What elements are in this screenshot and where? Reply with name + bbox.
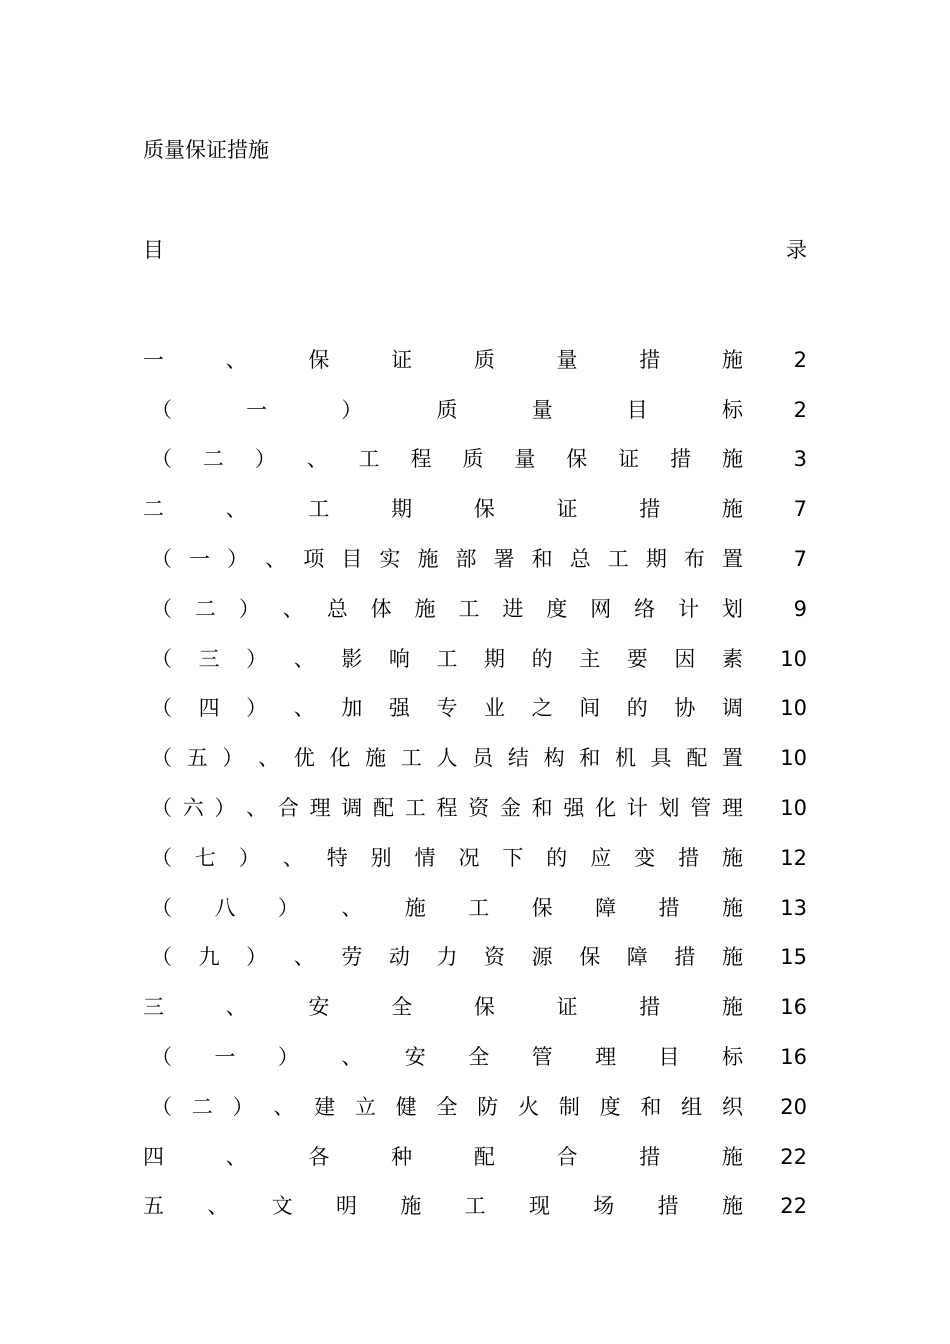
toc-entry-text: （ 二 ） 、 工 程 质 量 保 证 措 施 xyxy=(151,447,743,472)
toc-entry-page: 2 xyxy=(793,397,807,422)
toc-entry-text: 二 、 工 期 保 证 措 施 xyxy=(143,497,743,522)
toc-entry-text: （ 一 ） 质 量 目 标 xyxy=(151,397,743,422)
toc-entry-page: 2 xyxy=(793,347,807,372)
toc-entry-page: 7 xyxy=(793,497,807,522)
toc-entry-text: 一 、 保 证 质 量 措 施 xyxy=(143,347,743,372)
toc-entry[interactable] xyxy=(143,833,807,883)
toc-entry-text: （ 二 ） 、 总 体 施 工 进 度 网 络 计 划 xyxy=(151,596,743,621)
toc-entry[interactable] xyxy=(143,335,807,385)
toc-entry-page: 7 xyxy=(793,547,807,572)
toc-entry[interactable] xyxy=(143,1132,807,1182)
toc-entry[interactable] xyxy=(143,1032,807,1082)
toc-entry-text: （ 八 ） 、 施 工 保 障 措 施 xyxy=(151,895,743,920)
toc-entry-text: （ 六 ） 、 合 理 调 配 工 程 资 金 和 强 化 计 划 管 理 xyxy=(151,796,743,821)
toc-entry-text: （ 一 ） 、 安 全 管 理 目 标 xyxy=(151,1045,743,1070)
toc-entry[interactable] xyxy=(143,484,807,534)
toc-entry-text: （ 二 ） 、 建 立 健 全 防 火 制 度 和 组 织 xyxy=(151,1094,743,1119)
toc-entry-page: 22 xyxy=(780,1194,807,1219)
toc-entry[interactable] xyxy=(143,435,807,485)
document-title: 质量保证措施 xyxy=(143,138,269,162)
toc-entry[interactable] xyxy=(143,1182,807,1232)
toc-entry-page: 20 xyxy=(780,1094,807,1119)
toc-entry-text: （ 一 ） 、 项 目 实 施 部 署 和 总 工 期 布 置 xyxy=(151,547,743,572)
toc-entry[interactable] xyxy=(143,534,807,584)
toc-entry-text: （ 七 ） 、 特 别 情 况 下 的 应 变 措 施 xyxy=(151,845,743,870)
toc-entry-text: 四 、 各 种 配 合 措 施 xyxy=(143,1144,743,1169)
toc-entry[interactable] xyxy=(143,982,807,1032)
table-of-contents xyxy=(143,335,807,1231)
toc-entry[interactable] xyxy=(143,634,807,684)
toc-entry-page: 9 xyxy=(793,596,807,621)
toc-entry[interactable] xyxy=(143,883,807,933)
toc-entry[interactable] xyxy=(143,584,807,634)
toc-entry[interactable] xyxy=(143,385,807,435)
toc-entry-text: 三 、 安 全 保 证 措 施 xyxy=(143,995,743,1020)
toc-entry-text: （ 四 ） 、 加 强 专 业 之 间 的 协 调 xyxy=(151,696,743,721)
toc-entry-text: （ 九 ） 、 劳 动 力 资 源 保 障 措 施 xyxy=(151,945,743,970)
toc-entry-page: 15 xyxy=(780,945,807,970)
toc-entry-page: 10 xyxy=(780,646,807,671)
toc-entry-page: 16 xyxy=(780,995,807,1020)
toc-entry-text: （ 三 ） 、 影 响 工 期 的 主 要 因 素 xyxy=(151,646,743,671)
toc-entry[interactable] xyxy=(143,684,807,734)
toc-heading-left: 目 xyxy=(143,238,164,262)
toc-entry[interactable] xyxy=(143,733,807,783)
toc-entry-text: （ 五 ） 、 优 化 施 工 人 员 结 构 和 机 具 配 置 xyxy=(151,746,743,771)
toc-entry-text: 五 、 文 明 施 工 现 场 措 施 xyxy=(143,1194,743,1219)
toc-entry-page: 10 xyxy=(780,796,807,821)
toc-entry-page: 12 xyxy=(780,845,807,870)
toc-entry[interactable] xyxy=(143,933,807,983)
toc-entry-page: 10 xyxy=(780,696,807,721)
toc-entry-page: 16 xyxy=(780,1045,807,1070)
toc-heading-right: 录 xyxy=(786,238,807,262)
toc-entry[interactable] xyxy=(143,783,807,833)
toc-entry-page: 13 xyxy=(780,895,807,920)
toc-entry-page: 10 xyxy=(780,746,807,771)
toc-entry-page: 22 xyxy=(780,1144,807,1169)
toc-entry-page: 3 xyxy=(793,447,807,472)
toc-heading xyxy=(143,236,807,264)
toc-entry[interactable] xyxy=(143,1082,807,1132)
